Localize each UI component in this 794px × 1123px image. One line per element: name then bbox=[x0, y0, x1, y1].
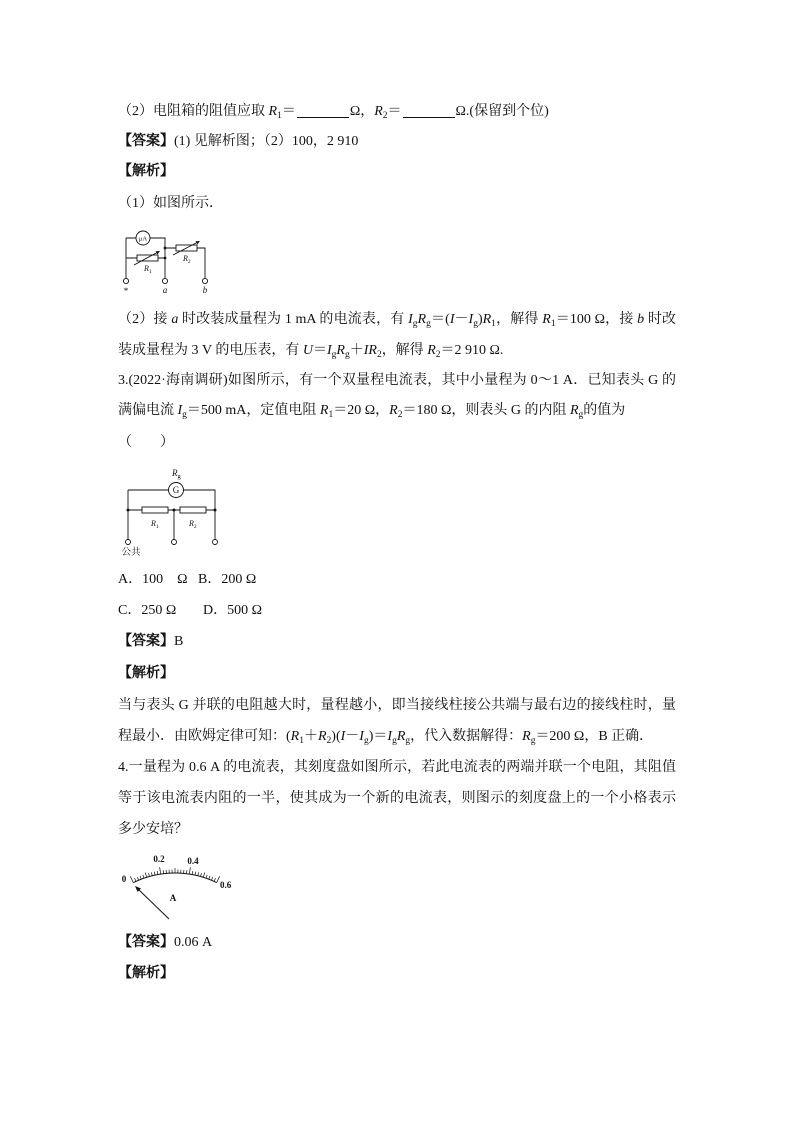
scale-tick bbox=[214, 878, 215, 881]
q2-answer-line bbox=[118, 132, 676, 152]
text-run: ＝20 Ω， bbox=[333, 403, 390, 418]
junction-dot bbox=[173, 509, 176, 512]
math-subscript: 1 bbox=[328, 410, 334, 420]
text-run: ，代入数据解得： bbox=[410, 729, 523, 744]
math-variable: I bbox=[326, 343, 332, 358]
r2-sub: 2 bbox=[193, 524, 197, 530]
terminal-middle bbox=[172, 540, 177, 545]
math-variable: b bbox=[637, 312, 645, 327]
scale-label-0.4: 0.4 bbox=[187, 856, 199, 866]
math-subscript: 1 bbox=[277, 111, 282, 121]
math-subscript: g bbox=[473, 319, 478, 329]
math-variable: R bbox=[319, 403, 329, 418]
terminal-b bbox=[202, 278, 207, 283]
math-variable: I bbox=[177, 403, 183, 418]
q2-analysis-label: 【解析】 bbox=[118, 164, 174, 179]
r2-sub: 2 bbox=[187, 259, 191, 265]
math-variable: R bbox=[396, 729, 406, 744]
text-run: ＝100 Ω，接 bbox=[555, 312, 638, 327]
q4-ammeter-dial-figure bbox=[115, 848, 243, 923]
text-run: ＋ bbox=[349, 343, 364, 358]
text-run: ＝ bbox=[312, 343, 327, 358]
scale-tick bbox=[157, 871, 158, 874]
pointer-needle bbox=[137, 888, 169, 919]
answer-blank bbox=[297, 103, 349, 118]
scale-label-0.2: 0.2 bbox=[153, 854, 165, 864]
scale-tick bbox=[198, 872, 199, 875]
q3-answer-bracket: （ ） bbox=[118, 435, 174, 450]
math-subscript: 1 bbox=[299, 736, 304, 746]
scale-tick bbox=[206, 875, 207, 878]
text-run: Ω， bbox=[349, 104, 375, 119]
text-run: （2）电阻箱的阻值应取 bbox=[118, 104, 269, 119]
q4-analysis-label: 【解析】 bbox=[118, 966, 174, 981]
scale-tick bbox=[137, 877, 138, 880]
terminal-a-label: a bbox=[162, 285, 168, 295]
q4-stem-line1: 4.一量程为 0.6 A 的电流表，其刻度盘如图所示，若此电流表的两端并联一个电阻，其阻值 bbox=[118, 760, 676, 775]
math-variable: R bbox=[268, 104, 278, 119]
text-run: 满偏电流 bbox=[118, 403, 178, 418]
math-subscript: 2 bbox=[326, 736, 332, 746]
q3-circuit-figure bbox=[118, 462, 228, 560]
answer-text: (1) 见解析图；（2）100，2 910 bbox=[174, 134, 359, 149]
text-run: ，解得 bbox=[495, 312, 543, 327]
rg-sub: g bbox=[177, 473, 181, 480]
scale-tick bbox=[135, 878, 136, 881]
math-subscript: 1 bbox=[491, 319, 496, 329]
text-run: ＝500 mA，定值电阻 bbox=[186, 403, 320, 418]
q2-part2-prompt bbox=[118, 102, 676, 122]
math-variable: R bbox=[427, 343, 436, 358]
option-b: B．200 Ω bbox=[198, 572, 257, 587]
q2-analysis-part2-line1 bbox=[118, 310, 676, 330]
math-subscript: 2 bbox=[435, 350, 441, 360]
math-subscript: g bbox=[412, 319, 418, 329]
math-variable: R bbox=[542, 312, 551, 327]
text-run: 时改 bbox=[644, 312, 676, 327]
math-subscript: 2 bbox=[376, 350, 382, 360]
r2-var: R bbox=[183, 254, 188, 263]
r2-label bbox=[188, 519, 197, 530]
rg-label bbox=[171, 468, 182, 480]
scale-tick bbox=[140, 876, 141, 879]
math-subscript: 1 bbox=[550, 319, 556, 329]
r2-var: R bbox=[189, 519, 194, 528]
scale-tick bbox=[160, 867, 161, 874]
math-variable: R bbox=[374, 104, 383, 119]
text-run: )( bbox=[331, 729, 341, 744]
math-variable: R bbox=[336, 343, 345, 358]
math-variable: I bbox=[468, 312, 474, 327]
terminal-b-label: b bbox=[202, 285, 208, 295]
math-variable: R bbox=[417, 312, 427, 327]
text-run: － bbox=[454, 312, 469, 327]
text-run: ＝180 Ω，则表头 G 的内阻 bbox=[402, 403, 570, 418]
math-variable: I bbox=[387, 729, 393, 744]
math-variable: R bbox=[482, 312, 492, 327]
r1-var: R bbox=[144, 264, 149, 273]
q4-stem-line2: 等于该电流表内阻的一半，使其成为一个新的电流表，则图示的刻度盘上的一个小格表示 bbox=[118, 791, 676, 806]
galvanometer-label: G bbox=[172, 485, 180, 496]
junction-dot bbox=[214, 509, 217, 512]
math-variable: U bbox=[302, 343, 313, 358]
junction-dot bbox=[164, 247, 167, 250]
math-subscript: g bbox=[405, 736, 411, 746]
text-run: － bbox=[345, 729, 360, 744]
r1-label bbox=[150, 519, 159, 530]
r1-var: R bbox=[151, 519, 156, 528]
scale-tick bbox=[189, 867, 190, 874]
answer-label: 【答案】 bbox=[118, 134, 174, 149]
scale-tick bbox=[130, 876, 133, 882]
q2-analysis-part1: （1）如图所示． bbox=[118, 196, 223, 211]
junction-dot bbox=[127, 509, 130, 512]
math-variable: a bbox=[171, 312, 179, 327]
text-run: ＝2 910 Ω. bbox=[440, 343, 504, 358]
math-variable: I bbox=[449, 312, 455, 327]
math-variable: R bbox=[290, 729, 300, 744]
r2-label bbox=[182, 254, 191, 265]
option-c: C．250 Ω bbox=[118, 603, 177, 618]
answer-label: 【答案】 bbox=[118, 634, 174, 649]
text-run: ＝ bbox=[387, 104, 402, 119]
math-subscript: g bbox=[331, 350, 337, 360]
math-variable: R bbox=[569, 403, 579, 418]
math-variable: I bbox=[359, 729, 364, 744]
r1-sub: 1 bbox=[155, 524, 159, 530]
text-run: )＝ bbox=[368, 729, 388, 744]
q2-analysis-part2-line2 bbox=[118, 341, 676, 361]
text-run: 的值为 bbox=[583, 403, 626, 418]
scale-label-0: 0 bbox=[121, 874, 127, 884]
q3-stem-line1: 3.(2022·海南调研)如图所示，有一个双量程电流表，其中小量程为 0～1 A．已知表头 G 的 bbox=[118, 373, 676, 388]
q3-analysis-line2 bbox=[118, 727, 676, 747]
math-subscript: g bbox=[392, 736, 397, 746]
common-terminal-label: 公共 bbox=[121, 548, 141, 558]
text-run: ＋ bbox=[303, 729, 318, 744]
answer-text: B bbox=[174, 634, 184, 649]
text-run: ＝ bbox=[281, 104, 296, 119]
text-run: （2）接 bbox=[118, 312, 172, 327]
unit-label: A bbox=[169, 893, 177, 903]
microammeter-label: μA bbox=[138, 235, 148, 243]
option-a: A．100 Ω bbox=[118, 572, 188, 587]
scale-tick bbox=[154, 872, 155, 875]
terminal-common bbox=[126, 540, 131, 545]
scale-tick bbox=[211, 877, 212, 880]
text-run: Ω.(保留到个位) bbox=[455, 104, 549, 119]
terminal-common-label: * bbox=[123, 286, 129, 296]
text-run: ，解得 bbox=[381, 343, 428, 358]
math-variable: R bbox=[317, 729, 327, 744]
math-subscript: 2 bbox=[382, 111, 388, 121]
answer-label: 【答案】 bbox=[118, 935, 174, 950]
terminal-a bbox=[162, 278, 167, 283]
q3-answer-line bbox=[118, 632, 676, 652]
scale-tick bbox=[209, 876, 210, 879]
math-subscript: g bbox=[578, 410, 584, 420]
math-subscript: g bbox=[426, 319, 431, 329]
text-run: ＝( bbox=[430, 312, 450, 327]
text-run: ＝200 Ω，B 正确． bbox=[535, 729, 654, 744]
resistor-r1-symbol bbox=[142, 507, 168, 513]
math-subscript: g bbox=[344, 350, 350, 360]
q4-stem-line3: 多少安培？ bbox=[118, 822, 188, 837]
math-variable: IR bbox=[363, 343, 377, 358]
scale-tick bbox=[192, 871, 193, 874]
q3-analysis-label: 【解析】 bbox=[118, 666, 174, 681]
scale-tick bbox=[195, 872, 196, 875]
q4-answer-line bbox=[118, 933, 676, 953]
r1-label bbox=[143, 264, 152, 275]
answer-blank bbox=[403, 103, 455, 118]
circuit-wire bbox=[128, 490, 215, 540]
math-subscript: g bbox=[530, 736, 536, 746]
scale-tick bbox=[143, 875, 144, 878]
math-subscript: 2 bbox=[397, 410, 403, 420]
rg-var: R bbox=[172, 468, 178, 478]
resistor-r2-symbol bbox=[180, 507, 206, 513]
text-run: ) bbox=[477, 312, 483, 327]
scale-label-0.6: 0.6 bbox=[220, 880, 232, 890]
q2-circuit-figure bbox=[118, 225, 218, 297]
terminal-common bbox=[123, 278, 128, 283]
r1-sub: 1 bbox=[148, 269, 152, 275]
math-subscript: g bbox=[182, 410, 187, 420]
math-variable: I bbox=[340, 729, 346, 744]
math-variable: R bbox=[389, 403, 398, 418]
scale-tick bbox=[149, 873, 150, 876]
scale-tick bbox=[203, 873, 204, 878]
option-d: D．500 Ω bbox=[203, 603, 263, 618]
scale-ticks bbox=[130, 867, 219, 882]
scale-tick bbox=[145, 873, 146, 878]
text-run: 时改装成量程为 1 mA 的电流表，有 bbox=[178, 312, 409, 327]
text-run: 装成量程为 3 V 的电压表，有 bbox=[118, 343, 303, 358]
q3-stem-line2 bbox=[118, 401, 676, 421]
text-run: 程最小．由欧姆定律可知：( bbox=[118, 729, 291, 744]
scale-tick bbox=[151, 872, 152, 875]
answer-text: 0.06 A bbox=[174, 935, 213, 950]
q3-analysis-line1: 当与表头 G 并联的电阻越大时，量程越小，即当接线柱接公共端与最右边的接线柱时，量 bbox=[118, 698, 676, 713]
terminal-right bbox=[213, 540, 218, 545]
math-variable: R bbox=[522, 729, 531, 744]
math-variable: I bbox=[408, 312, 413, 327]
junction-dot bbox=[164, 257, 167, 260]
scale-tick bbox=[201, 873, 202, 876]
math-subscript: g bbox=[363, 736, 369, 746]
